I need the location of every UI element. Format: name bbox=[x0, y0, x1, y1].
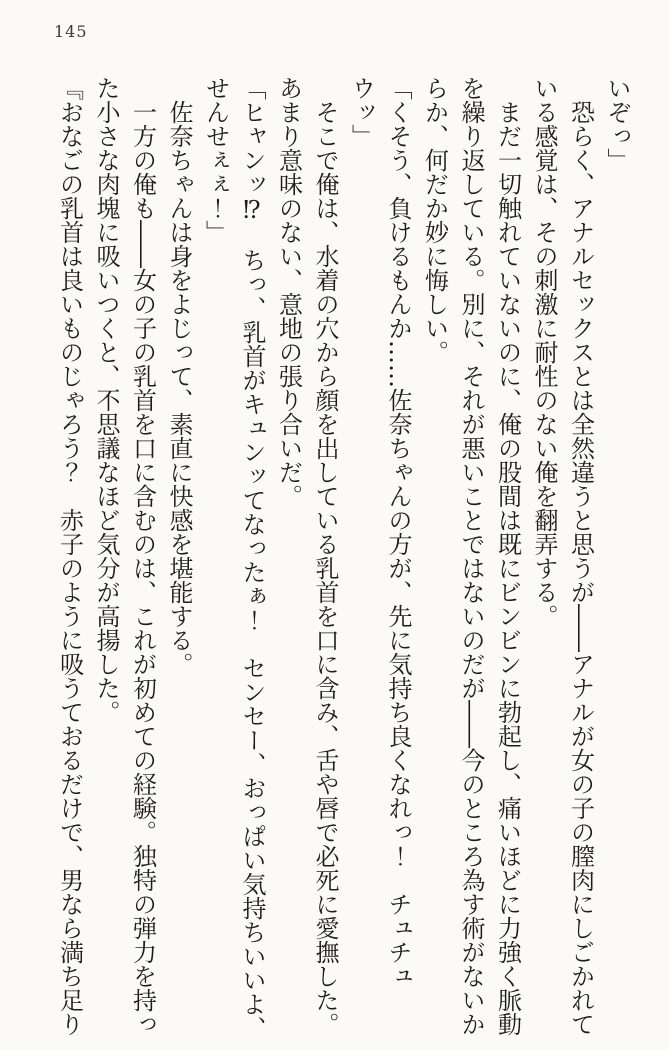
text-line: 恐らく、アナルセックスとは全然違うと思うが――アナルが女の子の膣肉にしごかれて bbox=[566, 100, 595, 1036]
text-line: せんせぇぇ！」 bbox=[201, 76, 230, 244]
text-line: らか、何だか妙に悔しい。 bbox=[420, 76, 449, 364]
text-line: 「ヒャンッ⁉ ちっ、乳首がキュンッてなったぁ！ センセー、おっぱい気持ちいいよ、 bbox=[238, 76, 266, 1040]
text-line: 佐奈ちゃんは身をよじって、素直に快感を堪能する。 bbox=[165, 100, 193, 676]
text-line: そこで俺は、水着の穴から顔を出している乳首を口に含み、舌や唇で必死に愛撫した。 bbox=[311, 100, 339, 1036]
page-number: 145 bbox=[54, 22, 88, 41]
text-block bbox=[51, 76, 635, 1046]
text-line: た小さな肉塊に吸いつくと、不思議なほど気分が高揚した。 bbox=[92, 76, 120, 724]
text-line: まだ一切触れていないのに、俺の股間は既にビンビンに勃起し、痛いほどに力強く脈動 bbox=[493, 100, 522, 1036]
text-line: あまり意味のない、意地の張り合いだ。 bbox=[274, 76, 303, 508]
text-line: 一方の俺も――女の子の乳首を口に含むのは、これが初めての経験。独特の弾力を持っ bbox=[128, 100, 157, 1036]
text-line: いる感覚は、その刺激に耐性のない俺を翻弄する。 bbox=[530, 76, 558, 628]
text-line: ウッ」 bbox=[347, 76, 376, 148]
text-line: 『おなごの乳首は良いものじゃろう？ 赤子のように吸うておるだけで、男なら満ち足り bbox=[55, 76, 84, 1036]
text-line: を繰り返している。別に、それが悪いことではないのだが――今のところ為す術がないか bbox=[457, 76, 485, 1036]
text-line: 「くそう、負けるもんか……佐奈ちゃんの方が、先に気持ち良くなれっ！ チュチュ bbox=[384, 76, 412, 988]
text-line: いぞっ」 bbox=[603, 76, 631, 172]
